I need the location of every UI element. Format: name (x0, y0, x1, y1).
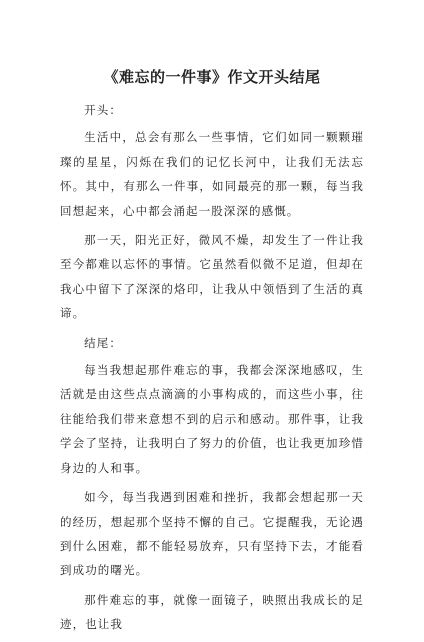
document-title: 《难忘的一件事》作文开头结尾 (103, 68, 321, 86)
ending-label: 结尾： (84, 335, 122, 350)
opening-paragraph-2: 那一天，阳光正好，微风不燥，却发生了一件让我至今都难以忘怀的事情。它虽然看似微不足道，但却在我心中留下了深深的烙印，让我从中领悟到了生活的真谛。 (60, 233, 364, 321)
ending-paragraph-1: 每当我想起那件难忘的事，我都会深深地感叹，生活就是由这些点点滴滴的小事构成的，而这些小事，往往能给我们带来意想不到的启示和感动。那件事，让我学会了坚持，让我明白了努力的价值，也让我更加珍惜身边的人和事。 (60, 363, 364, 475)
document-body (60, 98, 364, 642)
opening-label: 开头： (84, 103, 122, 117)
ending-paragraph-2: 如今，每当我遇到困难和挫折，我都会想起那一天的经历，想起那个坚持不懈的自己。它提醒我，无论遇到什么困难，都不能轻易放弃，只有坚持下去，才能看到成功的曙光。 (60, 490, 364, 578)
ending-paragraph-3: 那件难忘的事，就像一面镜子，映照出我成长的足迹，也让我 (60, 592, 364, 632)
opening-paragraph-1: 生活中，总会有那么一些事情，它们如同一颗颗璀璨的星星，闪烁在我们的记忆长河中，让我们无法忘怀。其中，有那么一件事，如同最亮的那一颗，每当我回想起来，心中都会涌起一股深深的感慨。 (60, 130, 364, 218)
